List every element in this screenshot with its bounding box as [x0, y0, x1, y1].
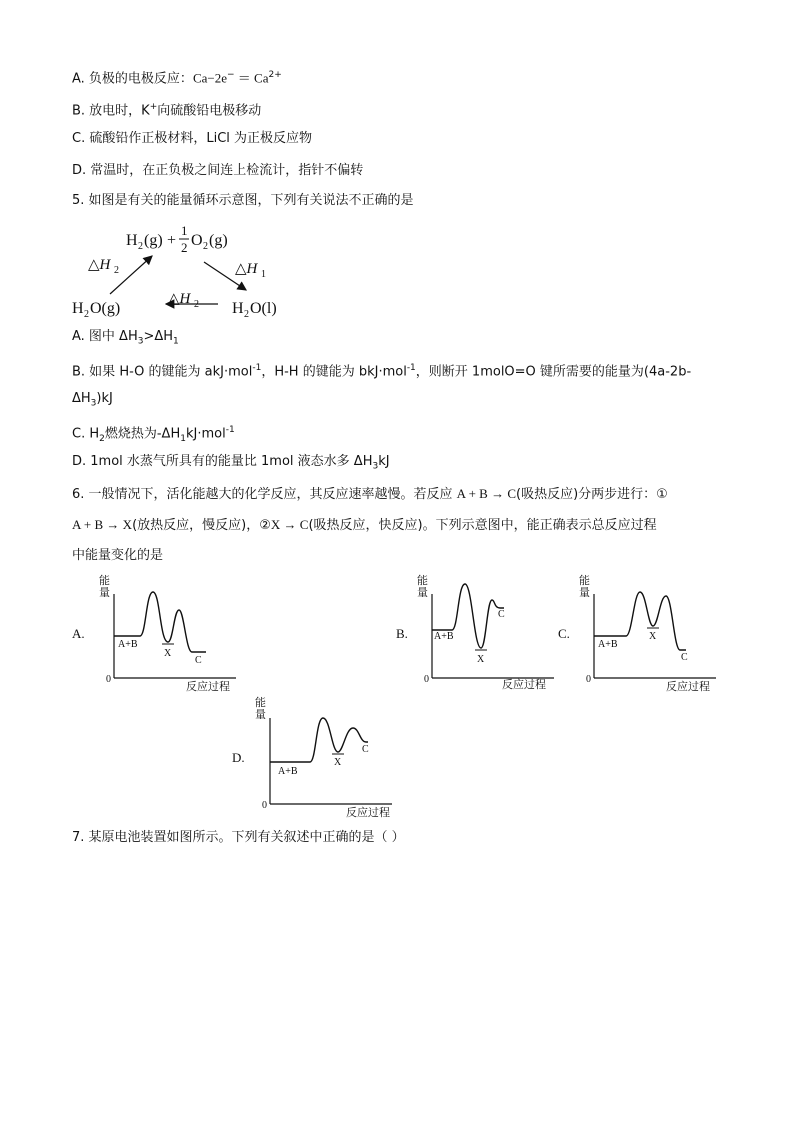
top-frac-num: 1 [181, 223, 188, 238]
q5-c-s1: 2 [99, 433, 105, 444]
q5-a-p1: A. 图中 ΔH [72, 329, 138, 344]
q5-b-p2: ，H-H 的键能为 bkJ·mol [261, 364, 407, 380]
y-axis-label-bottom: 量 [579, 586, 590, 599]
dh-right-sub: 1 [261, 269, 266, 280]
origin-label: 0 [424, 674, 429, 685]
q6-option-b-label: B. [396, 626, 408, 641]
top-g2: (g) [209, 232, 228, 249]
q5-c-s3: -1 [225, 425, 235, 435]
q6-l1-eq: A + B → C [456, 486, 517, 501]
dh-bottom-sub: 2 [194, 299, 199, 310]
q5-a-s1: 3 [137, 336, 144, 347]
q4-option-a-text: A. 负极的电极反应： [72, 71, 193, 87]
y-axis-label-top: 能 [99, 574, 110, 587]
product-label: C [681, 652, 688, 663]
y-axis-label-top: 能 [417, 574, 428, 587]
product-label: C [498, 609, 505, 620]
origin-label: 0 [586, 674, 591, 685]
intermediate-label: X [477, 654, 485, 665]
product-label: C [195, 655, 202, 666]
top-frac-den: 2 [181, 240, 188, 255]
q6-option-d-label: D. [232, 750, 245, 765]
q6-l2-p1: (放热反应，慢反应)，② [132, 518, 271, 533]
q6-graph-c [576, 574, 726, 694]
q6-line3: 中能量变化的是 [72, 548, 164, 563]
q5-b2-p1: ΔH [72, 391, 91, 406]
q5-option-c [72, 421, 235, 448]
q5-b2-s1: 3 [90, 398, 97, 409]
q5-a-s2: 1 [173, 336, 179, 347]
q6-l2-eq2: X → C [270, 517, 309, 532]
q5-b-s2: -1 [406, 363, 416, 373]
top-plus: + [167, 232, 177, 249]
product-label: C [362, 744, 369, 755]
q4-option-c: C. 硫酸铅作正极材料，LiCl 为正极反应物 [72, 131, 313, 146]
q5-option-b-line2 [72, 390, 113, 413]
q6-graph-b [414, 574, 564, 694]
q5-d-p1: D. 1mol 水蒸气所具有的能量比 1mol 液态水多 ΔH [72, 454, 373, 469]
reactants-label: A+B [598, 639, 618, 650]
origin-label: 0 [262, 800, 267, 811]
q4-option-a [72, 66, 282, 88]
q6-l2-eq1: A + B → X [72, 517, 133, 532]
y-axis-label-bottom: 量 [255, 708, 266, 721]
x-axis-label: 反应过程 [502, 678, 546, 691]
dh-left-sub: 2 [114, 265, 119, 276]
dh-right: △H [235, 261, 258, 277]
q4-option-b-suffix: 向硫酸铅电极移动 [157, 103, 262, 119]
y-axis-label-top: 能 [255, 696, 266, 709]
top-g1: (g) [144, 232, 163, 249]
x-axis-label: 反应过程 [186, 680, 230, 693]
left-sub: 2 [84, 309, 89, 320]
energy-cycle-diagram [60, 218, 300, 328]
q5-b-s1: -1 [252, 363, 262, 373]
right-sub: 2 [244, 309, 249, 320]
x-axis-label: 反应过程 [346, 806, 390, 819]
q6-line2 [72, 516, 657, 535]
top-o2-sub: 2 [203, 241, 208, 252]
q6-l1-p2: (吸热反应)分两步进行：① [516, 487, 668, 502]
top-h2: H [126, 232, 138, 249]
q7-stem: 7. 某原电池装置如图所示。下列有关叙述中正确的是（ ） [72, 830, 405, 845]
q5-c-p1: C. H [72, 426, 100, 442]
q4-option-d: D. 常温时，在正负极之间连上检流计，指针不偏转 [72, 163, 364, 178]
q5-c-p2: 燃烧热为-ΔH [104, 426, 181, 442]
y-axis-label-bottom: 量 [417, 586, 428, 599]
intermediate-label: X [334, 757, 342, 768]
q5-a-p2: >ΔH [143, 329, 174, 344]
energy-curve [270, 718, 368, 762]
q5-d-p2: kJ [378, 454, 390, 469]
q5-b2-p2: )kJ [96, 391, 113, 406]
q6-graph-d [250, 696, 400, 818]
q4-option-a-eq-mid: ＝ Ca [234, 70, 269, 86]
q4-option-a-sup: − [226, 70, 235, 80]
q4-option-b [72, 98, 261, 120]
q5-option-a [72, 328, 179, 351]
q5-b-p1: B. 如果 H-O 的键能为 akJ·mol [72, 364, 253, 380]
q5-b-p3: ，则断开 1molO=O 键所需要的能量为(4a-2b- [415, 364, 692, 380]
q5-option-d [72, 453, 390, 476]
q4-option-a-eq: Ca−2e [192, 70, 227, 86]
q4-option-b-sup: + [149, 102, 158, 112]
x-axis-label: 反应过程 [666, 680, 710, 693]
q5-d-s1: 3 [372, 461, 379, 472]
q6-l2-p2: (吸热反应，快反应)。下列示意图中，能正确表示总反应过程 [308, 518, 657, 533]
intermediate-label: X [164, 648, 172, 659]
reactants-label: A+B [434, 631, 454, 642]
q6-l1-p1: 6. 一般情况下，活化能越大的化学反应，其反应速率越慢。若反应 [72, 487, 457, 502]
q4-option-a-sup2: 2+ [268, 70, 282, 80]
q6-option-c-label: C. [558, 626, 570, 641]
q5-c-p3: kJ·mol [185, 426, 226, 442]
y-axis-label-bottom: 量 [99, 586, 110, 599]
top-o2: O [191, 232, 203, 249]
q5-stem: 5. 如图是有关的能量循环示意图，下列有关说法不正确的是 [72, 193, 414, 208]
origin-label: 0 [106, 674, 111, 685]
q6-line1 [72, 485, 668, 504]
top-h2-sub: 2 [138, 241, 143, 252]
intermediate-label: X [649, 631, 657, 642]
q6-option-a-label: A. [72, 626, 85, 641]
q5-c-s2: 1 [180, 433, 186, 444]
q5-option-b-line1 [72, 359, 691, 381]
reactants-label: A+B [118, 639, 138, 650]
q6-graph-a [96, 574, 246, 694]
dh-bottom: △H [168, 291, 191, 307]
dh-left: △H [88, 257, 111, 273]
right-state: O(l) [250, 300, 277, 317]
left-state: O(g) [90, 300, 121, 317]
reactants-label: A+B [278, 766, 298, 777]
y-axis-label-top: 能 [579, 574, 590, 587]
q4-option-b-text: B. 放电时，K [72, 103, 150, 119]
right-h: H [232, 300, 244, 317]
left-h: H [72, 300, 84, 317]
